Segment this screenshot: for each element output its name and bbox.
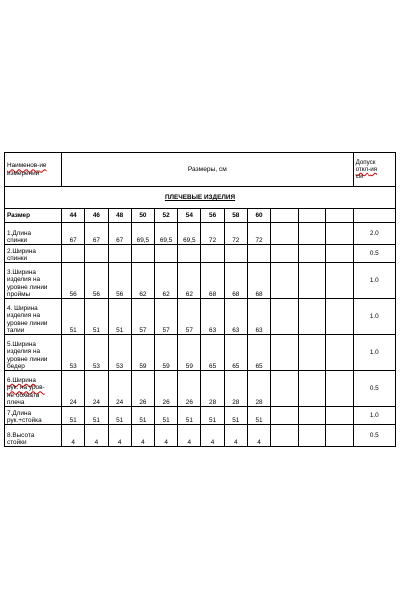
measurement-value: 59 <box>154 335 177 371</box>
size-row-label: Размер <box>5 209 62 223</box>
measurement-value: 4 <box>85 425 108 447</box>
measurement-name-line: уровне линии <box>7 283 48 291</box>
measurement-value: 51 <box>85 407 108 425</box>
measurement-value: 4 <box>178 425 201 447</box>
measurement-name <box>5 245 62 263</box>
section-title: ПЛЕЧЕВЫЕ ИЗДЕЛИЯ <box>5 187 396 209</box>
empty-cell <box>271 335 298 371</box>
empty-cell <box>326 209 354 223</box>
empty-cell <box>298 299 325 335</box>
empty-cell <box>271 263 298 299</box>
measurements-table <box>4 152 396 447</box>
tolerance-value: 0.5 <box>353 245 395 263</box>
tolerance-value: 1.0 <box>353 335 395 371</box>
measurement-value: 4 <box>247 425 270 447</box>
measurement-name <box>5 335 62 371</box>
measurement-value: 53 <box>62 335 85 371</box>
measurement-value: 63 <box>247 299 270 335</box>
measurement-name-line: изделия на <box>7 348 41 356</box>
measurement-value: 26 <box>154 371 177 407</box>
measurement-value: 72 <box>224 223 247 245</box>
empty-cell <box>271 223 298 245</box>
measurement-value: 68 <box>224 263 247 299</box>
sizes-caption: Размеры, см <box>62 153 354 187</box>
tolerance-value: 1.0 <box>353 299 395 335</box>
measurement-value <box>131 245 154 263</box>
measurement-name-line: талии <box>7 326 25 334</box>
measurement-value: 56 <box>108 263 131 299</box>
measurement-name <box>5 299 62 335</box>
measurement-name-line: рук. на уров- <box>7 384 45 392</box>
measurement-value <box>224 245 247 263</box>
measurement-value: 62 <box>154 263 177 299</box>
measurement-value: 56 <box>62 263 85 299</box>
measurement-name-line: 2.Ширина <box>7 247 36 255</box>
measurement-name <box>5 371 62 407</box>
empty-cell <box>298 371 325 407</box>
measurement-value <box>154 245 177 263</box>
tolerance-header-line3: см <box>355 173 363 181</box>
measurement-value: 59 <box>131 335 154 371</box>
empty-cell <box>298 209 325 223</box>
measurement-value: 51 <box>178 407 201 425</box>
measurement-name-line: спинки <box>7 254 28 262</box>
name-column-header <box>5 153 62 187</box>
measurement-value: 26 <box>178 371 201 407</box>
measurement-value: 63 <box>224 299 247 335</box>
measurement-name-line: 6.Ширина <box>7 377 36 385</box>
size-cell: 56 <box>201 209 224 223</box>
measurement-name-line: 3.Ширина <box>7 269 36 277</box>
measurement-value: 65 <box>247 335 270 371</box>
measurement-name-line: плеча <box>7 398 25 406</box>
measurement-name-line: спинки <box>7 236 28 244</box>
empty-cell <box>326 335 354 371</box>
measurement-value: 24 <box>85 371 108 407</box>
measurement-value: 4 <box>201 425 224 447</box>
measurement-name-line: 4. Ширина <box>7 305 38 313</box>
measurement-value: 51 <box>108 299 131 335</box>
measurement-value: 51 <box>154 407 177 425</box>
measurement-value: 53 <box>85 335 108 371</box>
empty-cell <box>298 335 325 371</box>
measurement-value: 68 <box>201 263 224 299</box>
measurement-value: 4 <box>62 425 85 447</box>
measurement-name <box>5 223 62 245</box>
empty-cell <box>298 245 325 263</box>
measurement-value: 69,5 <box>178 223 201 245</box>
measurement-value: 67 <box>85 223 108 245</box>
measurement-value: 65 <box>201 335 224 371</box>
measurement-value: 24 <box>62 371 85 407</box>
measurement-value: 69,5 <box>131 223 154 245</box>
tolerance-value: 1.0 <box>353 263 395 299</box>
measurement-value: 51 <box>201 407 224 425</box>
measurement-name-line: рук.+стойка <box>7 416 42 424</box>
measurement-row <box>5 407 396 425</box>
measurement-name-line: уровне линии <box>7 319 48 327</box>
measurement-name-line: 1.Длина <box>7 229 32 237</box>
size-cell: 58 <box>224 209 247 223</box>
measurement-value <box>108 245 131 263</box>
measurement-value: 51 <box>108 407 131 425</box>
empty-cell <box>271 371 298 407</box>
measurement-value: 4 <box>131 425 154 447</box>
empty-cell <box>326 263 354 299</box>
measurement-value: 65 <box>224 335 247 371</box>
measurement-sheet <box>4 152 396 456</box>
empty-cell <box>298 263 325 299</box>
empty-cell <box>271 425 298 447</box>
measurement-value: 72 <box>201 223 224 245</box>
empty-cell <box>326 425 354 447</box>
measurement-name-line: проймы <box>7 290 31 298</box>
header-row <box>5 153 396 187</box>
tolerance-value: 0.5 <box>353 371 395 407</box>
empty-cell <box>326 407 354 425</box>
empty-cell <box>326 371 354 407</box>
measurement-row <box>5 245 396 263</box>
empty-cell <box>353 209 395 223</box>
measurement-value: 24 <box>108 371 131 407</box>
measurement-value: 28 <box>247 371 270 407</box>
tolerance-column-header <box>353 153 395 187</box>
measurement-value: 4 <box>224 425 247 447</box>
measurement-value: 53 <box>108 335 131 371</box>
tolerance-value: 1.0 <box>353 407 395 425</box>
measurement-value <box>62 245 85 263</box>
measurement-value: 59 <box>178 335 201 371</box>
measurement-name-line: 7.Длина <box>7 409 32 417</box>
size-cell: 46 <box>85 209 108 223</box>
name-header-line2: измерений <box>7 169 40 177</box>
measurement-value <box>247 245 270 263</box>
measurement-value: 51 <box>131 407 154 425</box>
measurement-name-line: уровне линии <box>7 355 48 363</box>
measurement-value: 67 <box>62 223 85 245</box>
measurement-value: 51 <box>62 299 85 335</box>
size-cell: 52 <box>154 209 177 223</box>
empty-cell <box>271 245 298 263</box>
measurement-name <box>5 407 62 425</box>
measurement-value: 62 <box>178 263 201 299</box>
measurement-name-line: 8.Высота <box>7 431 35 439</box>
measurement-row <box>5 263 396 299</box>
empty-cell <box>326 223 354 245</box>
size-cell: 44 <box>62 209 85 223</box>
measurement-value: 67 <box>108 223 131 245</box>
measurement-value: 57 <box>154 299 177 335</box>
size-cell: 50 <box>131 209 154 223</box>
empty-cell <box>271 209 298 223</box>
measurement-value: 51 <box>85 299 108 335</box>
measurement-value: 63 <box>201 299 224 335</box>
measurement-value: 4 <box>154 425 177 447</box>
tolerance-value: 2.0 <box>353 223 395 245</box>
measurement-row <box>5 223 396 245</box>
measurement-value: 69,5 <box>154 223 177 245</box>
measurement-value <box>85 245 108 263</box>
measurement-rows <box>5 223 396 447</box>
measurement-name <box>5 263 62 299</box>
measurement-row <box>5 371 396 407</box>
empty-cell <box>326 245 354 263</box>
measurement-value <box>178 245 201 263</box>
empty-cell <box>298 407 325 425</box>
measurement-name-line: 5.Ширина <box>7 341 36 349</box>
empty-cell <box>271 299 298 335</box>
empty-cell <box>326 299 354 335</box>
measurement-value: 57 <box>131 299 154 335</box>
tolerance-header-word: откл-ия <box>355 165 377 173</box>
measurement-value: 4 <box>108 425 131 447</box>
measurement-name-line: изделия на <box>7 276 41 284</box>
measurement-value: 51 <box>224 407 247 425</box>
size-cell: 48 <box>108 209 131 223</box>
measurement-value: 56 <box>85 263 108 299</box>
name-header-word: Наименов-ие <box>7 162 47 170</box>
measurement-name-line: стойки <box>7 438 27 446</box>
measurement-value: 26 <box>131 371 154 407</box>
measurement-row <box>5 299 396 335</box>
section-row <box>5 187 396 209</box>
size-cell: 60 <box>247 209 270 223</box>
measurement-name-line: изделия на <box>7 312 41 320</box>
tolerance-header-line1: Допуск <box>355 158 376 166</box>
measurement-value: 72 <box>247 223 270 245</box>
measurement-value: 51 <box>62 407 85 425</box>
size-row <box>5 209 396 223</box>
measurement-value: 57 <box>178 299 201 335</box>
empty-cell <box>298 425 325 447</box>
measurement-value: 28 <box>224 371 247 407</box>
size-cell: 54 <box>178 209 201 223</box>
measurement-row <box>5 425 396 447</box>
measurement-name-line: не обхвата <box>7 391 40 399</box>
measurement-name <box>5 425 62 447</box>
measurement-value: 51 <box>247 407 270 425</box>
measurement-value <box>201 245 224 263</box>
measurement-row <box>5 335 396 371</box>
empty-cell <box>298 223 325 245</box>
empty-cell <box>271 407 298 425</box>
measurement-value: 68 <box>247 263 270 299</box>
tolerance-value: 0.5 <box>353 425 395 447</box>
measurement-value: 62 <box>131 263 154 299</box>
measurement-name-line: бедер <box>7 362 25 370</box>
measurement-value: 28 <box>201 371 224 407</box>
